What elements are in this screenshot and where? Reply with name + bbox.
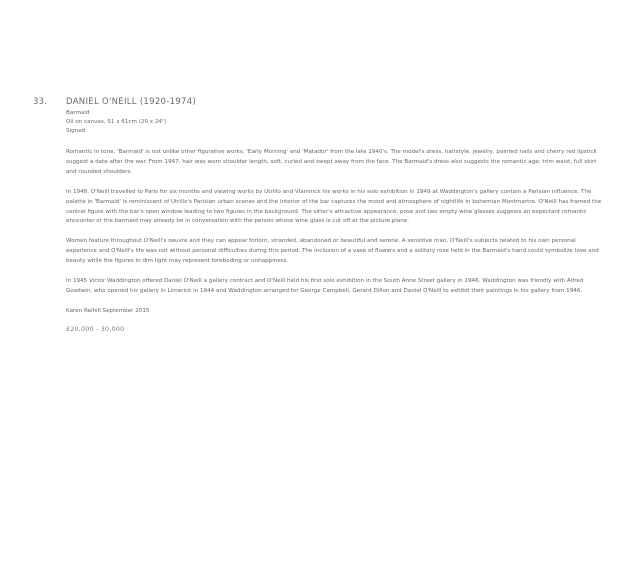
price-estimate: £20,000 - 30,000 [66, 324, 125, 333]
essay-paragraph-3: Women feature throughout O'Neill's oeuvre and they can appear forlorn, stranded, abandoned or beautiful and serene. A sensitive man, O'Neill's subjects related to his own personal experience and O'Neill's life was not without personal difficulties during this period. The inclusion of a vase of flowers and a solitary rose held in the Barmaid's hand could symbolize love and beauty while the figures in dim light may represent foreboding or unhappiness. [66, 238, 599, 265]
artwork-title: Barmaid [66, 110, 90, 116]
essay-paragraph-1: Romantic in tone, 'Barmaid' is not unlike other figurative works, 'Early Morning' and 'Matador' from the late 1940's. The model's dress, hairstyle, jewelry, painted nails and cherry red lipstick suggest a date after the war. From 1947, hair was worn shoulder length, soft, curled and swept away from the face. The Barmaid's dress also suggests the romantic age; trim waist, full skirt and rounded shoulders. [66, 149, 597, 175]
artwork-signed: Signed [66, 128, 86, 134]
essay-paragraph-4: In 1945 Victor Waddington offered Daniel O'Neill a gallery contract and O'Neill held his first solo exhibition in the South Anne Street gallery in 1946. Waddington was friendly with Alfred Goodwin, who opened his gallery in Limerick in 1944 and Waddington arranged for George Campbell, Gerard Dillon and Daniel O'Neill to exhibit their paintings in his gallery from 1946. [66, 278, 584, 294]
lot-description [66, 97, 606, 333]
essay-paragraph-2: In 1948, O'Neill travelled to Paris for six months and viewing works by Utrillo and Vlaminck his works in his solo exhibition in 1949 at Waddington's gallery contain a Parisian influence. The palette in 'Barmaid' is reminiscent of Utrillo's Parisian urban scenes and the interior of the bar captures the mood and atmosphere of nightlife in bohemian Montmartre. O'Neill has framed the central figure with the bar's open window leading to two figures in the background. The sitter's attractive appearance, pose and two empty wine glasses suggests an expectant romantic encounter or the barmaid may already be in conversation with the person whose wine glass is cut off at the picture plane. [66, 188, 602, 225]
artist-heading: DANIEL O'NEILL (1920-1974) [66, 97, 197, 107]
essay-author: Karen Reihill September 2015 [66, 307, 150, 314]
artwork-medium: Oil on canvas, 51 x 61cm (20 x 24") [66, 119, 167, 125]
lot-number: 33. [33, 97, 48, 107]
